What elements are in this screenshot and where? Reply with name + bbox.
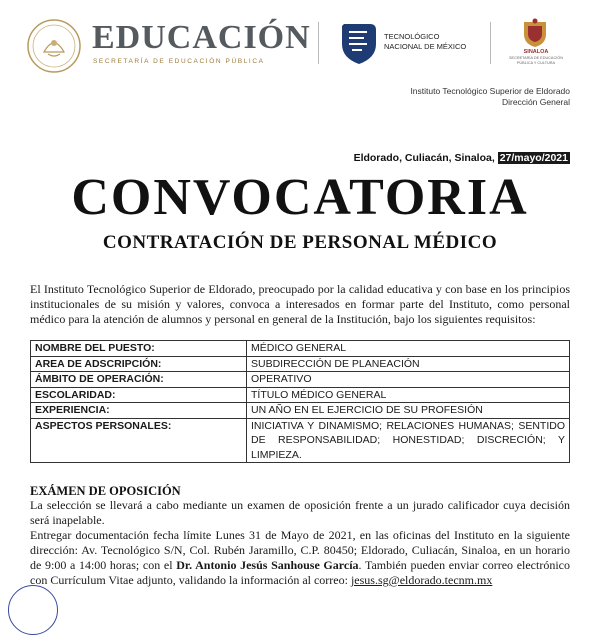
requirements-table: [30, 340, 570, 463]
requirement-label: NOMBRE DEL PUESTO:: [31, 341, 247, 357]
requirement-value: OPERATIVO: [247, 372, 570, 388]
requirement-value: MÉDICO GENERAL: [247, 341, 570, 357]
header-divider: [318, 22, 319, 64]
sinaloa-name: SINALOA: [523, 49, 549, 55]
institute-name: Instituto Tecnológico Superior de Eldorado: [410, 86, 570, 96]
stamp-seal: [8, 585, 58, 635]
contact-email-link[interactable]: jesus.sg@eldorado.tecnm.mx: [350, 573, 493, 587]
sinaloa-shield-logo: [522, 18, 548, 48]
table-row: [31, 387, 570, 403]
requirement-value: TÍTULO MÉDICO GENERAL: [247, 387, 570, 403]
requirement-label: ESCOLARIDAD:: [31, 387, 247, 403]
exam-selection-text: La selección se llevará a cabo mediante un examen de oposición frente a un jurado calificador cuya decisión será inapelable.: [30, 498, 570, 527]
date-highlight: 27/mayo/2021: [499, 152, 568, 164]
table-row: [31, 341, 570, 357]
sep-subtitle: SECRETARÍA DE EDUCACIÓN PÚBLICA: [93, 58, 265, 65]
sep-seal-logo: [26, 18, 82, 74]
exam-documents-text: [30, 528, 570, 588]
institute-department: Dirección General: [501, 97, 570, 107]
table-row: [31, 372, 570, 388]
exam-heading: EXÁMEN DE OPOSICIÓN: [30, 484, 181, 498]
requirement-label: ÁMBITO DE OPERACIÓN:: [31, 372, 247, 388]
requirement-value: INICIATIVA Y DINAMISMO; RELACIONES HUMANAS; SENTIDO DE RESPONSABILIDAD; HONESTIDAD; DISCRECIÓN; Y LIMPIEZA.: [247, 418, 570, 463]
place-text: Eldorado, Culiacán, Sinaloa,: [353, 152, 495, 164]
exam-documents-mid: . También pueden enviar correo electrónico con Currículum Vitae adjunto, validando la información al correo:: [30, 558, 570, 587]
table-row: [31, 418, 570, 463]
contact-name: Dr. Antonio Jesús Sanhouse García: [176, 558, 359, 572]
table-row: [31, 403, 570, 419]
tecnm-logo: [340, 22, 378, 66]
tecnm-name-line2: NACIONAL DE MÉXICO: [384, 42, 467, 51]
exam-paragraph: [30, 498, 570, 588]
exam-documents-start: Entregar documentación fecha límite Lunes 31 de Mayo de 2021, en las oficinas del Instituto en la siguiente dirección: Av. Tecnológico S/N, Col. Rubén Jaramillo, C.P. 80450; Eldorado, Culiacán, Sinaloa, en un horario de 9:00 a 14:00 horas; con el: [30, 528, 570, 572]
requirement-label: ASPECTOS PERSONALES:: [31, 418, 247, 463]
header-divider: [490, 22, 491, 64]
institute-header: [410, 86, 570, 108]
table-row: [31, 356, 570, 372]
sinaloa-subtitle: SECRETARÍA DE EDUCACIÓN PÚBLICA Y CULTURA: [509, 56, 563, 65]
tecnm-name-line1: TECNOLÓGICO: [384, 32, 440, 41]
requirement-value: UN AÑO EN EL EJERCICIO DE SU PROFESIÓN: [247, 403, 570, 419]
page-title: CONVOCATORIA: [71, 169, 529, 226]
requirement-value: SUBDIRECCIÓN DE PLANEACIÓN: [247, 356, 570, 372]
educacion-title: EDUCACIÓN: [92, 19, 311, 56]
requirement-label: EXPERIENCIA:: [31, 403, 247, 419]
requirement-label: AREA DE ADSCRIPCIÓN:: [31, 356, 247, 372]
place-date: [354, 152, 570, 164]
page-subtitle: CONTRATACIÓN DE PERSONAL MÉDICO: [102, 232, 498, 253]
intro-paragraph: El Instituto Tecnológico Superior de Eldorado, preocupado por la calidad educativa y con base en los principios institucionales de su misión y valores, convoca a interesados en formar parte del Instituto, como personal médico para la atención de alumnos y personal en general de la Institución, bajo los siguientes requisitos:: [30, 282, 570, 326]
tecnm-name: [384, 32, 466, 52]
